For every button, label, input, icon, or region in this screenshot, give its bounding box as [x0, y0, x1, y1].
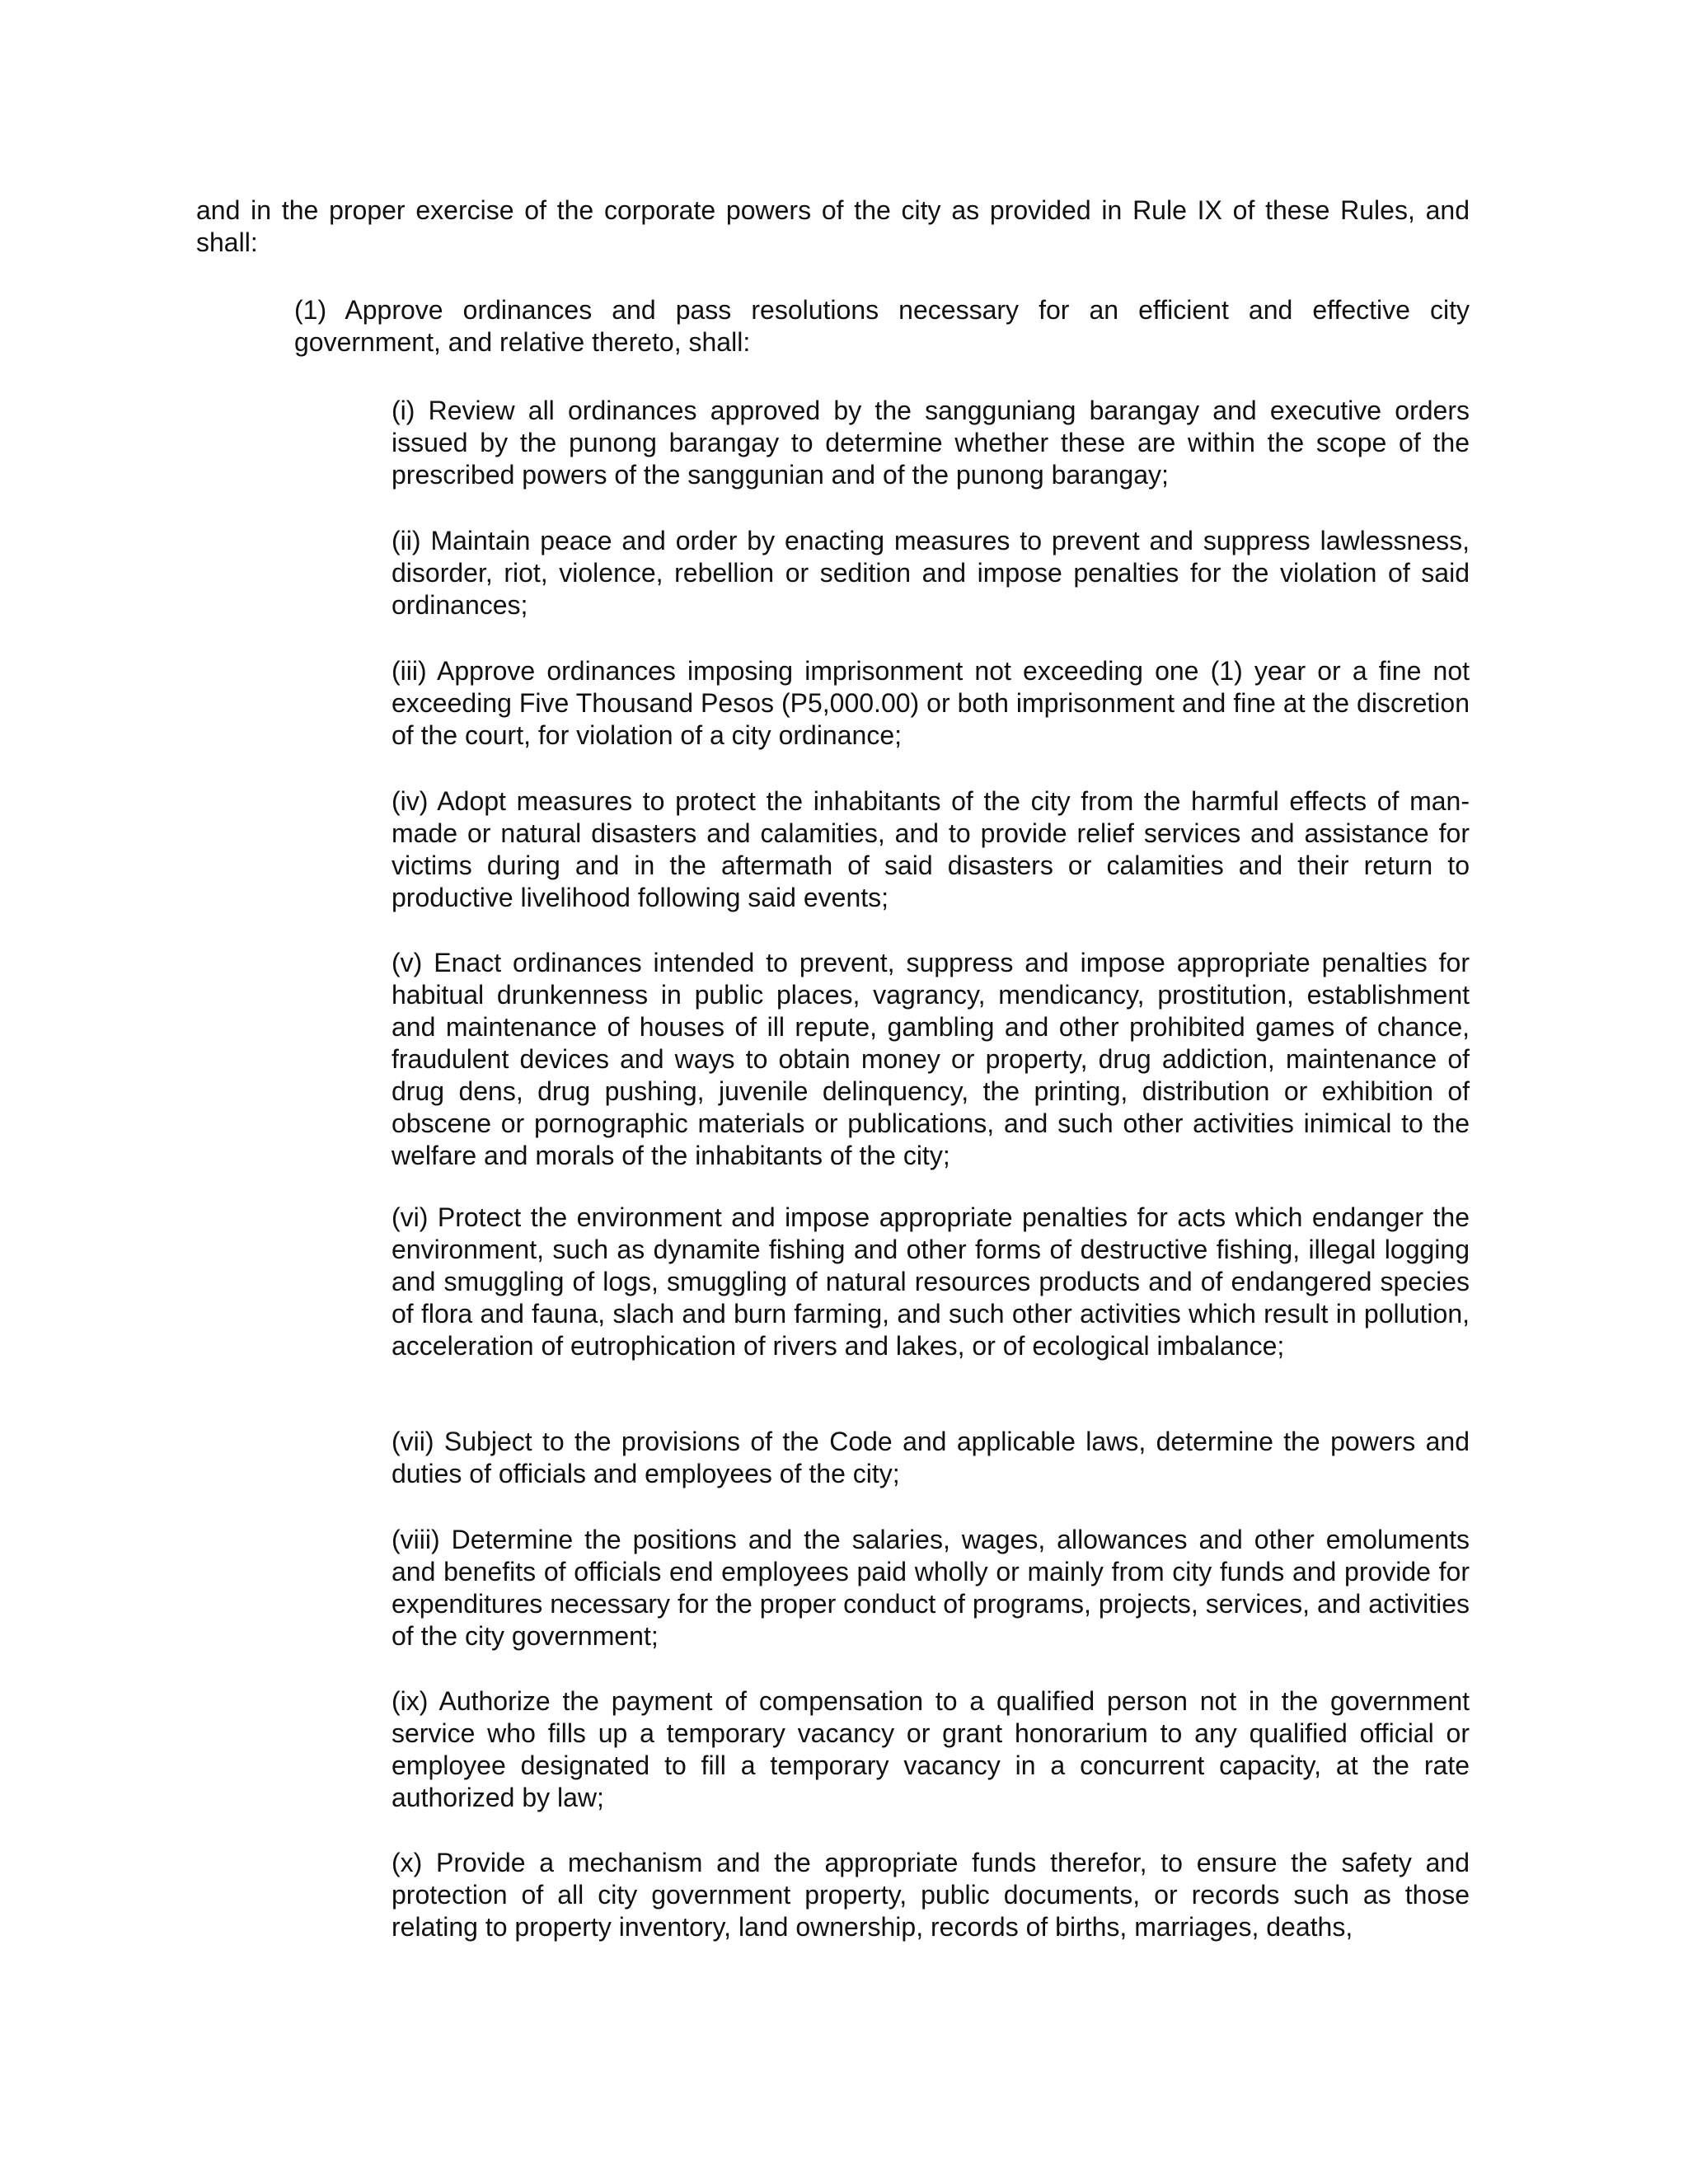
subitem-x-paragraph: (x) Provide a mechanism and the appropriate funds therefor, to ensure the safety and protection of all city government property, public documents, or records such as those relating to property inventory, land ownership, records of births, marriages, deaths,	[392, 1848, 1470, 1942]
subitem-viii-paragraph: (viii) Determine the positions and the salaries, wages, allowances and other emoluments and benefits of officials end employees paid wholly or mainly from city funds and provide for expenditures necessary for the proper conduct of programs, projects, services, and activities of the city government;	[392, 1525, 1470, 1651]
subitem-v-paragraph: (v) Enact ordinances intended to prevent, suppress and impose appropriate penalties for habitual drunkenness in public places, vagrancy, mendicancy, prostitution, establishment and maintenance of houses of ill repute, gambling and other prohibited games of chance, fraudulent devices and ways to obtain money or property, drug addiction, maintenance of drug dens, drug pushing, juvenile delinquency, the printing, distribution or exhibition of obscene or pornographic materials or publications, and such other activities inimical to the welfare and morals of the inhabitants of the city;	[392, 948, 1470, 1170]
subitem-ii-paragraph: (ii) Maintain peace and order by enacting measures to prevent and suppress lawlessness, disorder, riot, violence, rebellion or sedition and impose penalties for the violation of said ordinances;	[392, 526, 1470, 620]
subitem-ix-paragraph: (ix) Authorize the payment of compensation to a qualified person not in the government service who fills up a temporary vacancy or grant honorarium to any qualified official or employee designated to fill a temporary vacancy in a concurrent capacity, at the rate authorized by law;	[392, 1686, 1470, 1812]
intro-paragraph: and in the proper exercise of the corporate powers of the city as provided in Rule IX of these Rules, and shall:	[196, 195, 1470, 257]
subitem-iii-paragraph: (iii) Approve ordinances imposing imprisonment not exceeding one (1) year or a fine not exceeding Five Thousand Pesos (P5,000.00) or both imprisonment and fine at the discretion of the court, for violation of a city ordinance;	[392, 656, 1470, 750]
subitem-i-paragraph: (i) Review all ordinances approved by the sangguniang barangay and executive orders issued by the punong barangay to determine whether these are within the scope of the prescribed powers of the sanggunian and of the punong barangay;	[392, 396, 1470, 490]
subitem-iv-paragraph: (iv) Adopt measures to protect the inhabitants of the city from the harmful effects of man-made or natural disasters and calamities, and to provide relief services and assistance for victims during and in the aftermath of said disasters or calamities and their return to productive livelihood following said events;	[392, 786, 1470, 912]
subitem-vii-paragraph: (vii) Subject to the provisions of the Code and applicable laws, determine the powers and duties of officials and employees of the city;	[392, 1427, 1470, 1488]
item-1-paragraph: (1) Approve ordinances and pass resolutions necessary for an efficient and effective city government, and relative thereto, shall:	[294, 295, 1470, 357]
subitem-vi-paragraph: (vi) Protect the environment and impose appropriate penalties for acts which endanger the environment, such as dynamite fishing and other forms of destructive fishing, illegal logging and smuggling of logs, smuggling of natural resources products and of endangered species of flora and fauna, slach and burn farming, and such other activities which result in pollution, acceleration of eutrophication of rivers and lakes, or of ecological imbalance;	[392, 1202, 1470, 1361]
